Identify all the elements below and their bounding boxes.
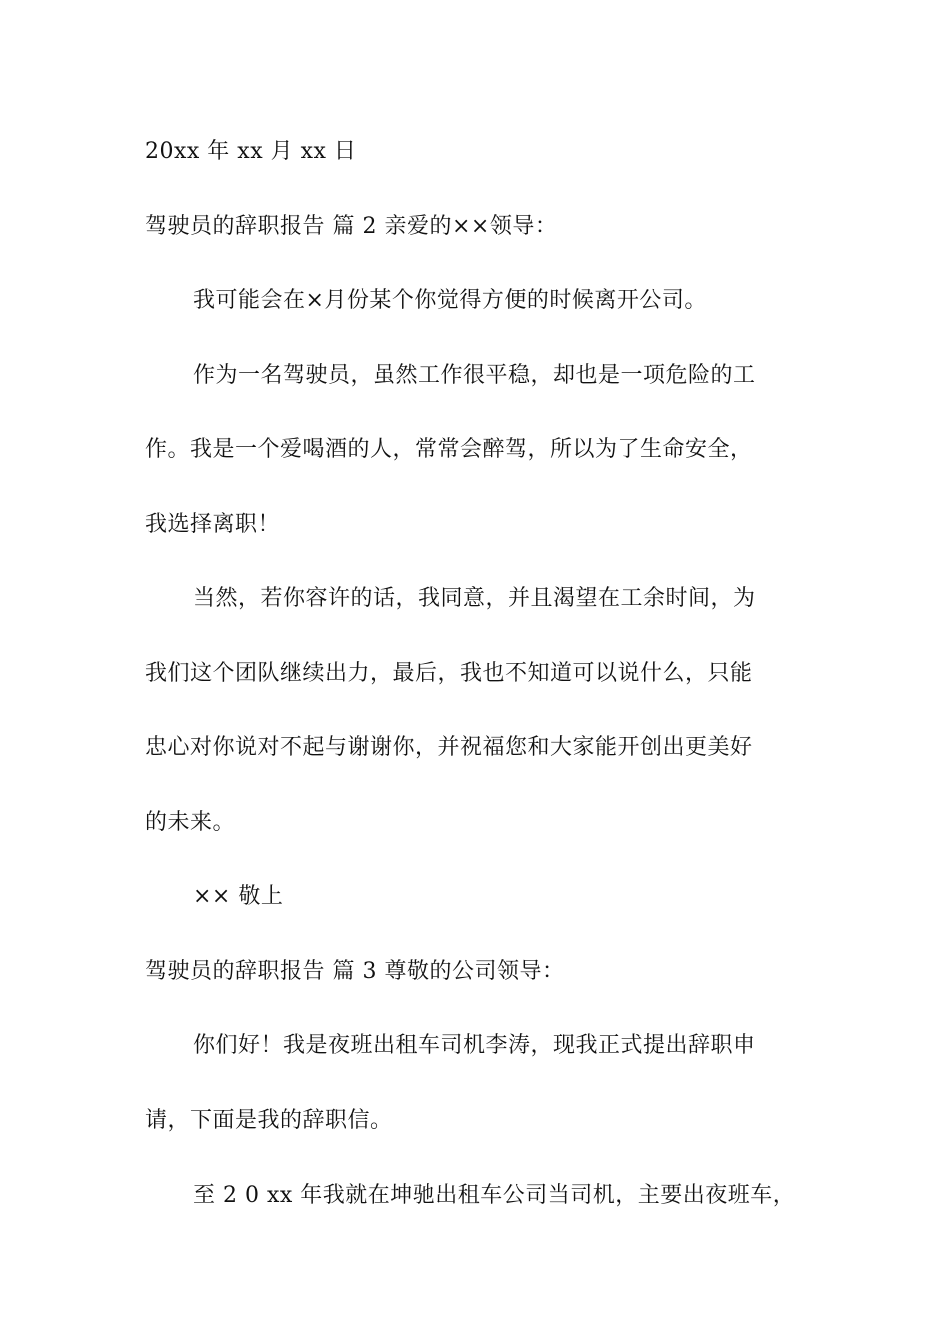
paragraph-line: 我可能会在×月份某个你觉得方便的时候离开公司。 bbox=[193, 288, 707, 313]
paragraph-line: 你们好！我是夜班出租车司机李涛，现我正式提出辞职申 bbox=[193, 1033, 756, 1058]
signature-line: ×× 敬上 bbox=[193, 884, 284, 909]
paragraph-line: 作为一名驾驶员，虽然工作很平稳，却也是一项危险的工 bbox=[193, 363, 756, 388]
paragraph-line: 至 2 0 xx 年我就在坤驰出租车公司当司机，主要出夜班车， bbox=[193, 1183, 796, 1208]
section-heading-3: 驾驶员的辞职报告 篇 3 尊敬的公司领导： bbox=[145, 959, 565, 984]
date-line: 20xx 年 xx 月 xx 日 bbox=[145, 139, 357, 164]
paragraph-line: 的未来。 bbox=[145, 810, 236, 835]
paragraph-line: 作。我是一个爱喝酒的人，常常会醉驾，所以为了生命安全， bbox=[145, 437, 753, 462]
paragraph-line: 我们这个团队继续出力，最后，我也不知道可以说什么，只能 bbox=[145, 661, 753, 686]
paragraph-line: 当然，若你容许的话，我同意，并且渴望在工余时间，为 bbox=[193, 586, 756, 611]
paragraph-line: 请，下面是我的辞职信。 bbox=[145, 1108, 393, 1133]
paragraph-line: 我选择离职！ bbox=[145, 512, 281, 537]
paragraph-line: 忠心对你说对不起与谢谢你，并祝福您和大家能开创出更美好 bbox=[145, 735, 753, 760]
section-heading-2: 驾驶员的辞职报告 篇 2 亲爱的××领导： bbox=[145, 214, 558, 239]
